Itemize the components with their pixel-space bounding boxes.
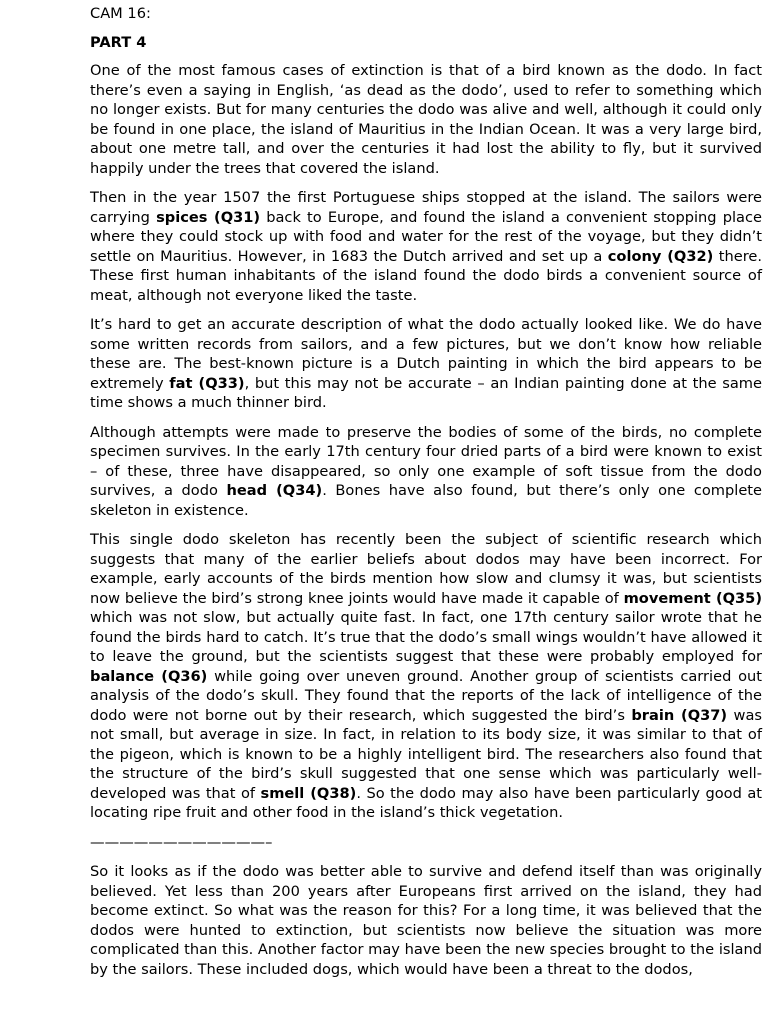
paragraph-text: . Bones have also found, but there’s only one complete skeleton in existence.	[90, 482, 762, 519]
answer-keyword: head (Q34)	[226, 482, 323, 499]
body-paragraph	[90, 530, 762, 823]
paragraph-text: One of the most famous cases of extinction is that of a bird known as the dodo. In fact there’s even a saying in English, ‘as dead as the dodo’, used to refer to something which no longer exists. But for many centuries the dodo was alive and well, although it could only be found in one place, the island of Mauritius in the Indian Ocean. It was a very large bird, about one metre tall, and over the centuries it had lost the ability to fly, but it survived happily under the trees that covered the island.	[90, 62, 762, 177]
part-heading: PART 4	[90, 33, 147, 51]
answer-keyword: brain (Q37)	[631, 706, 728, 724]
body-paragraph	[90, 61, 762, 178]
answer-keyword: fat (Q33)	[169, 374, 245, 392]
section-separator: ————————————–	[90, 833, 273, 851]
answer-keyword: colony (Q32)	[607, 247, 714, 265]
paragraph-text: there. These first human inhabitants of the island found the dodo birds a convenient source of meat, although not everyone liked the taste.	[90, 247, 762, 304]
paragraph-text: Then in the year 1507 the first Portuguese ships stopped at the island. The sailors were carrying	[90, 189, 762, 226]
answer-keyword: movement (Q35)	[623, 589, 762, 607]
paragraph-text: So it looks as if the dodo was better able to survive and defend itself than was originally believed. Yet less than 200 years after Europeans first arrived on the island, they had become extinct. So what was the reason for this? For a long time, it was believed that the dodos were hunted to extinction, but scientists now believe the situation was more complicated than this. Another factor may have been the new species brought to the island by the sailors. These included dogs, which would have been a threat to the dodos,	[90, 863, 762, 978]
paragraph-text: was not small, but average in size. In fact, in relation to its body size, it was similar to that of the pigeon, which is known to be a highly intelligent bird. The researchers also found that the structure of the bird’s skull suggested that one sense which was particularly well-developed was that of	[90, 706, 762, 802]
final-paragraph	[90, 862, 762, 979]
paragraph-text: back to Europe, and found the island a convenient stopping place where they could stock up with food and water for the rest of the voyage, but they didn’t settle on Mauritius. However, in 1683 the Dutch arrived and set up a	[90, 208, 762, 265]
body-paragraph	[90, 315, 762, 413]
paragraph-text: Although attempts were made to preserve the bodies of some of the birds, no complete specimen survives. In the early 17th century four dried parts of a bird were known to exist – of these, three have disappeared, so only one example of soft tissue from the dodo survives, a dodo	[90, 423, 762, 499]
answer-keyword: smell (Q38)	[260, 784, 357, 802]
body-paragraph	[90, 423, 762, 521]
paragraph-text: which was not slow, but actually quite fast. In fact, one 17th century sailor wrote that he found the birds hard to catch. It’s true that the dodo’s small wings wouldn’t have allowed it to leave the ground, but the scientists suggest that these were probably employed for	[90, 609, 762, 665]
paragraph-text: This single dodo skeleton has recently been the subject of scientific research which suggests that many of the earlier beliefs about dodos may have been incorrect. For example, early accounts of the birds mention how slow and clumsy it was, but scientists now believe the bird’s strong knee joints would have made it capable of	[90, 531, 762, 607]
paragraph-text: , but this may not be accurate – an Indian painting done at the same time shows a much thinner bird.	[90, 374, 762, 411]
body-paragraph	[90, 188, 762, 305]
paragraph-text: while going over uneven ground. Another group of scientists carried out analysis of the dodo’s skull. They found that the reports of the lack of intelligence of the dodo were not borne out by their research, which suggested the bird’s	[90, 667, 762, 724]
document-page	[90, 4, 762, 989]
exam-label: CAM 16:	[90, 5, 151, 22]
answer-keyword: spices (Q31)	[156, 208, 261, 226]
body-paragraphs	[90, 61, 762, 823]
paragraph-text: . So the dodo may also have been particularly good at locating ripe fruit and other food in the island’s thick vegetation.	[90, 784, 763, 821]
paragraph-text: It’s hard to get an accurate description of what the dodo actually looked like. We do have some written records from sailors, and a few pictures, but we don’t know how reliable these are. The best-known picture is a Dutch painting in which the bird appears to be extremely	[90, 316, 762, 392]
answer-keyword: balance (Q36)	[90, 667, 208, 685]
